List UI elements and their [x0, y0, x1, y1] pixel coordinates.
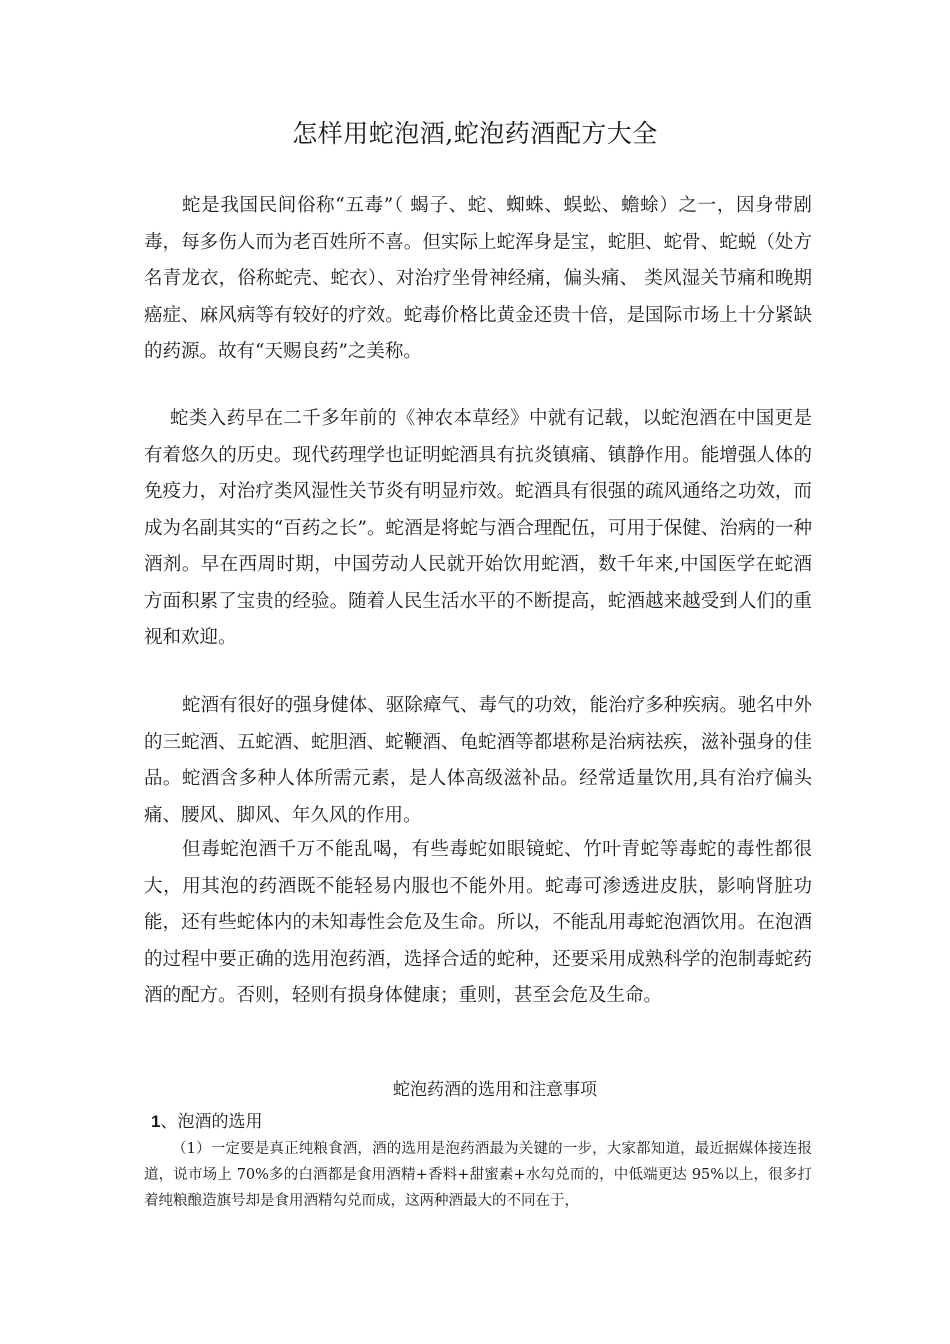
- subsection-number: 1: [151, 1112, 161, 1131]
- paragraph-warning: 但毒蛇泡酒千万不能乱喝，有些毒蛇如眼镜蛇、竹叶青蛇等毒蛇的毒性都很大，用其泡的药酒既不能轻易内服也不能外用。蛇毒可渗透进皮肤，影响肾脏功能，还有些蛇体内的未知毒性会危及生命。所以，不能乱用毒蛇泡酒饮用。在泡酒的过程中要正确的选用泡药酒，选择合适的蛇种，还要采用成熟科学的泡制毒蛇药酒的配方。否则，轻则有损身体健康；重则，甚至会危及生命。: [144, 839, 812, 1006]
- subsection-label: 、泡酒的选用: [160, 1112, 263, 1132]
- paragraph-liquor-selection: （1）一定要是真正纯粮食酒，酒的选用是泡药酒最为关键的一步，大家都知道，最近据媒体接连报道，说市场上 70%多的白酒都是食用酒精+香料+甜蜜素+水勾兑而的，中低端更达 95%以上，很多打着纯粮酿造旗号却是食用酒精勾兑而成，这两种酒最大的不同在于，: [144, 1141, 812, 1209]
- subsection-heading: [151, 1108, 262, 1136]
- paragraph-history: 蛇类入药早在二千多年前的《神农本草经》中就有记载，以蛇泡酒在中国更是有着悠久的历史。现代药理学也证明蛇酒具有抗炎镇痛、镇静作用。能增强人体的免疫力，对治疗类风湿性关节炎有明显疖效。蛇酒具有很强的疏风通络之功效，而成为名副其实的“百药之长”。蛇酒是将蛇与酒合理配伍，可用于保健、治病的一种酒剂。早在西周时期，中国劳动人民就开始饮用蛇酒，数千年来,中国医学在蛇酒方面积累了宝贵的经验。随着人民生活水平的不断提高，蛇酒越来越受到人们的重视和欢迎。: [144, 408, 812, 648]
- document-title: 怎样用蛇泡酒,蛇泡药酒配方大全: [292, 119, 658, 148]
- paragraph-intro: 蛇是我国民间俗称“五毒”（ 蝎子、蛇、蜘蛛、蜈蚣、蟾蜍）之一，因身带剧毒，每多伤人而为老百姓所不喜。但实际上蛇浑身是宝，蛇胆、蛇骨、蛇蜕（处方名青龙衣，俗称蛇壳、蛇衣）、对治疗坐骨神经痛，偏头痛、 类风湿关节痛和晚期癌症、麻风病等有较好的疗效。蛇毒价格比黄金还贵十倍，是国际市场上十分紧缺的药源。故有“天赐良药”之美称。: [144, 195, 812, 362]
- section-heading: 蛇泡药酒的选用和注意事项: [393, 1080, 597, 1100]
- paragraph-benefits: 蛇酒有很好的强身健体、驱除瘴气、毒气的功效，能治疗多种疾病。驰名中外的三蛇酒、五蛇酒、蛇胆酒、蛇鞭酒、龟蛇酒等都堪称是治病祛疾，滋补强身的佳品。蛇酒含多种人体所需元素，是人体高级滋补品。经常适量饮用,具有治疗偏头痛、腰风、脚风、年久风的作用。: [144, 695, 812, 826]
